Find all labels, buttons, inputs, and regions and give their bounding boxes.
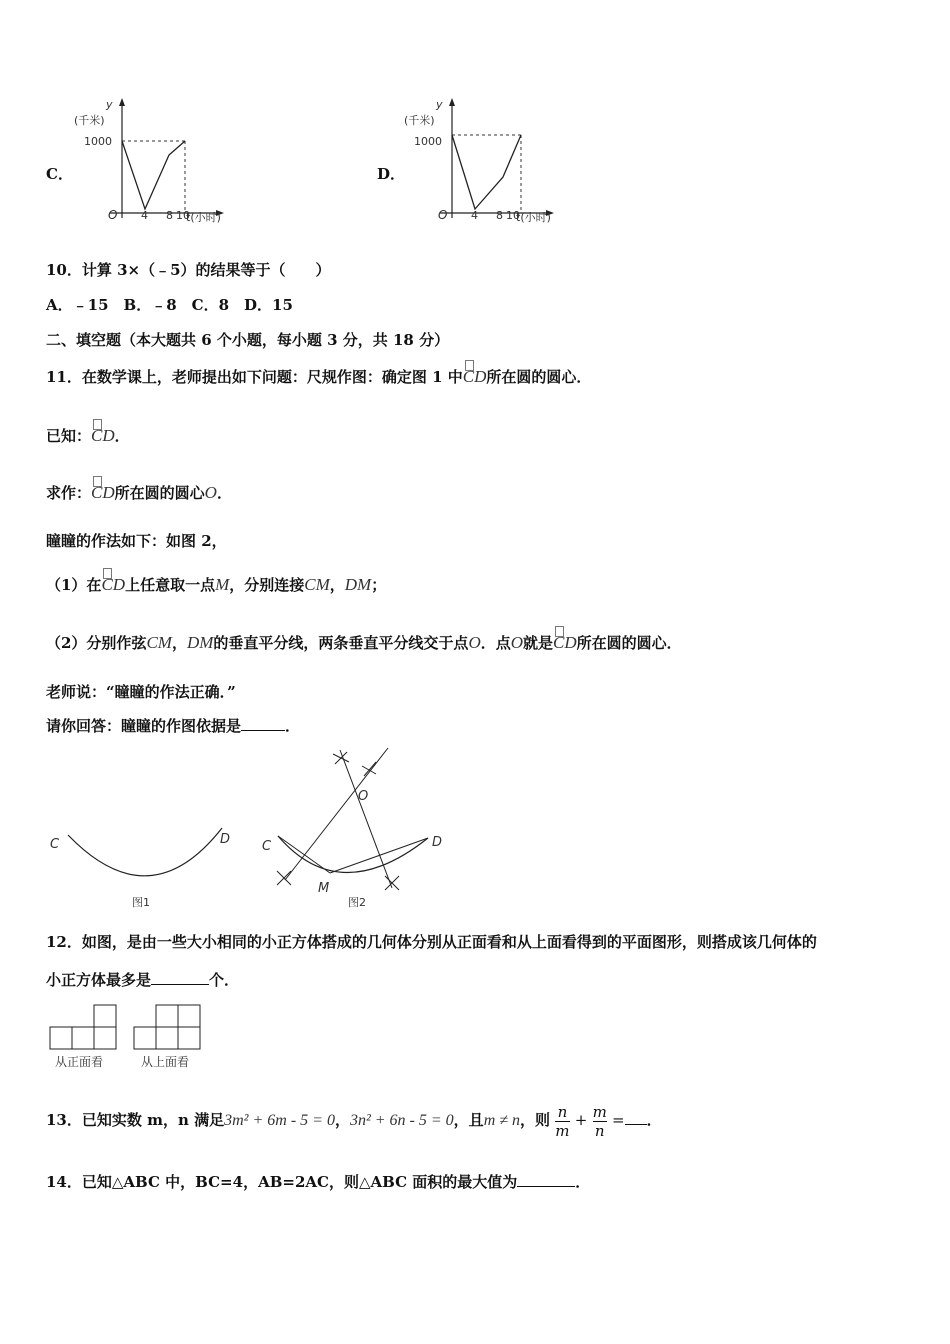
fraction-m-over-n: $\frac{m}{n}$: [592, 1102, 607, 1140]
section-title: 二、填空题（本大题共 6 个小题，每小题 3 分，共 18 分）: [46, 331, 450, 349]
q11-find: 求作：CD所在圆的圆心O．: [46, 483, 232, 502]
q10-stem: 10．计算 3×（﹣5）的结果等于（ ）: [46, 261, 331, 279]
q11-figures: [40, 740, 470, 915]
svg-text:10: 10: [506, 209, 520, 222]
q12-stem-1: 12．如图，是由一些大小相同的小正方体搭成的几何体分别从正面看和从上面看得到的平面图形，则搭成该几何体的: [46, 933, 817, 951]
q11-given: 已知：CD．: [46, 426, 130, 445]
fraction-n-over-m: $\frac{n}{m}$: [555, 1102, 570, 1140]
svg-text:M: M: [318, 881, 330, 896]
answer-blank: [517, 1186, 575, 1187]
q14-stem: 14．已知△ABC 中，BC=4，AB=2AC，则△ABC 面积的最大值为 ．: [46, 1173, 591, 1191]
arc-cd: CD: [91, 483, 115, 502]
option-d-label: D．: [377, 165, 406, 183]
svg-text:图2: 图2: [348, 896, 366, 909]
svg-text:4: 4: [471, 209, 478, 222]
graph-option-c: [70, 90, 240, 230]
arc-cd: CD: [101, 575, 126, 594]
svg-text:y: y: [436, 98, 443, 111]
svg-text:1000: 1000: [414, 135, 442, 148]
q11-stem: 11．在数学课上，老师提出如下问题：尺规作图：确定图 1 中CD所在圆的圆心．: [46, 367, 592, 386]
svg-text:4: 4: [141, 209, 148, 222]
option-c-label: C．: [46, 165, 73, 183]
answer-blank: [241, 730, 285, 731]
q11-step1: （1）在CD上任意取一点M，分别连接CM，DM；: [46, 575, 387, 594]
svg-text:从上面看: 从上面看: [141, 1055, 190, 1069]
svg-text:t(小时): t(小时): [516, 211, 551, 224]
svg-text:O: O: [358, 789, 369, 804]
arc-cd: CD: [462, 367, 487, 386]
svg-text:y: y: [106, 98, 113, 111]
svg-text:t(小时): t(小时): [186, 211, 221, 224]
svg-text:C: C: [50, 837, 60, 852]
svg-text:(千米): (千米): [74, 114, 105, 127]
q12-stem-2: 小正方体最多是 个．: [46, 971, 240, 989]
arc-cd: CD: [91, 426, 115, 445]
svg-text:图1: 图1: [132, 896, 150, 909]
svg-text:8: 8: [166, 209, 173, 222]
svg-text:1000: 1000: [84, 135, 112, 148]
svg-text:D: D: [432, 835, 443, 850]
graph-option-d: [400, 90, 570, 230]
svg-text:C: C: [262, 839, 272, 854]
q11-method-intro: 瞳瞳的作法如下：如图 2，: [46, 532, 227, 550]
svg-text:O: O: [438, 208, 448, 222]
answer-blank: [151, 984, 209, 985]
q13-stem: 13．已知实数 m，n 满足3m² + 6m - 5 = 0，3n² + 6n - 5 = 0，且m ≠ n，则 $\frac{n}{m}$ + $\frac{m}{n}$ = ．: [46, 1102, 662, 1140]
arc-cd: CD: [553, 633, 577, 652]
svg-text:8: 8: [496, 209, 503, 222]
svg-text:(千米): (千米): [404, 114, 435, 127]
answer-blank: [625, 1124, 647, 1125]
svg-text:O: O: [108, 208, 118, 222]
svg-text:从正面看: 从正面看: [55, 1055, 104, 1069]
q11-ask: 请你回答：瞳瞳的作图依据是 ．: [46, 717, 301, 735]
q11-step2: （2）分别作弦CM，DM的垂直平分线，两条垂直平分线交于点O．点O就是CD所在圆的圆心．: [46, 633, 682, 652]
svg-text:D: D: [220, 832, 231, 847]
q11-teacher: 老师说：“瞳瞳的作法正确．”: [46, 683, 236, 701]
q10-options: A．﹣15 B．﹣8 C．8 D．15: [46, 296, 293, 314]
q12-views: [45, 1000, 225, 1072]
svg-text:10: 10: [176, 209, 190, 222]
